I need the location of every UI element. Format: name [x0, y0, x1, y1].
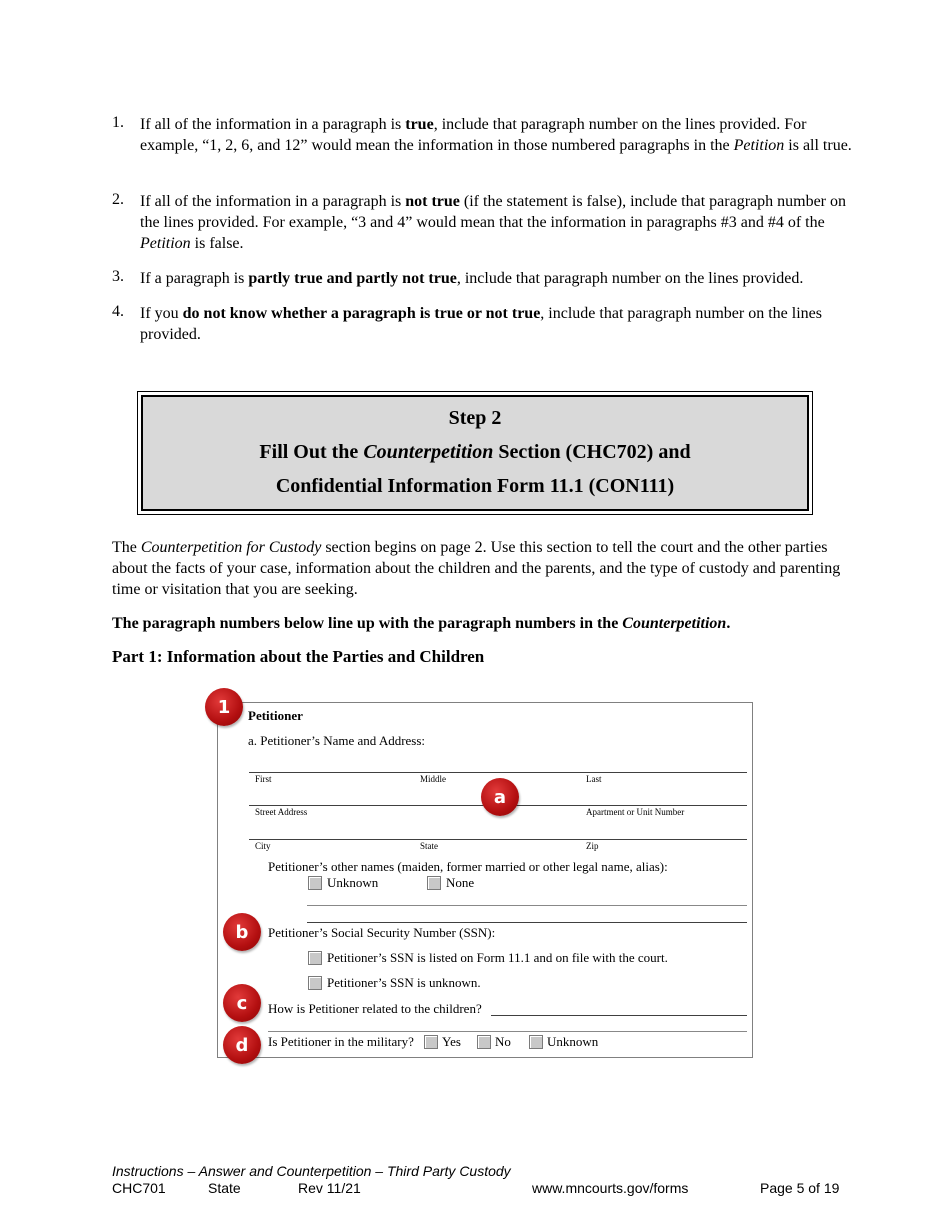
form-title: Petitioner — [248, 708, 303, 723]
footer-form-code: CHC701 — [112, 1180, 166, 1196]
middle-label: Middle — [420, 774, 446, 784]
callout-badge-1: 1 — [205, 688, 243, 726]
footer-state: State — [208, 1180, 241, 1196]
apt-label: Apartment or Unit Number — [586, 807, 685, 817]
zip-label: Zip — [586, 841, 599, 851]
street-label: Street Address — [255, 807, 308, 817]
military-yes-checkbox[interactable] — [424, 1035, 438, 1049]
instruction-1 — [140, 114, 862, 156]
item-a-label: a. Petitioner’s Name and Address: — [248, 733, 426, 748]
text-run: If all of the information in a paragraph is — [140, 116, 406, 133]
callout-badge-c: c — [223, 984, 261, 1022]
text-run: true — [405, 116, 434, 133]
footer-url: www.mncourts.gov/forms — [532, 1180, 689, 1196]
note-line: The paragraph numbers below line up with the paragraph numbers in the Counterpetition. — [112, 615, 731, 632]
text-run: is all true. — [784, 137, 852, 154]
military-unknown-label: Unknown — [547, 1034, 599, 1049]
intro-paragraph: The Counterpetition for Custody section begins on page 2. Use this section to tell the court and the other parties about the facts of your case, information about the children and the parents, and the type of custody and parenting time or visitation that you are seeking. — [112, 539, 841, 598]
none-checkbox[interactable] — [427, 876, 441, 890]
ssn-on-file-checkbox[interactable] — [308, 951, 322, 965]
military-no-checkbox[interactable] — [477, 1035, 491, 1049]
other-names-line-2 — [307, 922, 747, 923]
text-run: Petition — [733, 137, 785, 154]
step-box — [137, 391, 813, 515]
last-label: Last — [586, 774, 602, 784]
text-run: (if the statement is false), include that paragraph number on the lines provided. For example, “3 and 4” would mean that the information in paragraphs #3 and #4 of the — [140, 193, 846, 231]
form-excerpt — [217, 702, 753, 1058]
text-run: Petition — [140, 235, 191, 252]
list-number: 4. — [112, 303, 124, 320]
footer-title: Instructions – Answer and Counterpetition – Third Party Custody — [112, 1163, 511, 1179]
list-number: 3. — [112, 268, 124, 285]
state-label: State — [420, 841, 438, 851]
related-label: How is Petitioner related to the children? — [268, 1001, 482, 1016]
unknown-label: Unknown — [327, 875, 379, 890]
none-label: None — [446, 875, 475, 890]
step-subtitle: Fill Out the Counterpetition Section (CHC702) and — [259, 441, 691, 463]
instruction-3 — [140, 268, 862, 289]
text-run: If all of the information in a paragraph is — [140, 193, 406, 210]
text-run: do not know whether a paragraph is true or not true — [182, 305, 541, 322]
part-heading: Part 1: Information about the Parties and Children — [112, 647, 485, 666]
military-top-line — [268, 1031, 747, 1032]
step-title: Step 2 — [448, 407, 502, 429]
step-subtitle-2: Confidential Information Form 11.1 (CON111) — [275, 475, 675, 497]
unknown-checkbox[interactable] — [308, 876, 322, 890]
text-run: , include that paragraph number on the lines provided. — [456, 270, 804, 287]
callout-badge-b: b — [223, 913, 261, 951]
city-label: City — [255, 841, 271, 851]
military-yes-label: Yes — [442, 1034, 461, 1049]
city-line — [249, 839, 747, 840]
footer-revision: Rev 11/21 — [298, 1180, 361, 1196]
ssn-label: Petitioner’s Social Security Number (SSN): — [268, 925, 496, 940]
instruction-2 — [140, 191, 862, 254]
ssn-unknown-label: Petitioner’s SSN is unknown. — [327, 975, 481, 990]
text-run: , include that paragraph number on the lines provided. For example, “1, 2, 6, and 12” would mean the information in those numbered paragraphs in the — [140, 116, 807, 154]
text-run: is false. — [190, 235, 244, 252]
callout-badge-a: a — [481, 778, 519, 816]
text-run: not true — [405, 193, 460, 210]
text-run: , include that paragraph number on the lines provided. — [140, 305, 822, 343]
list-number: 1. — [112, 114, 124, 131]
related-line — [491, 1015, 747, 1016]
other-names-label: Petitioner’s other names (maiden, former married or other legal name, alias): — [268, 859, 668, 874]
military-no-label: No — [495, 1034, 511, 1049]
list-number: 2. — [112, 191, 124, 208]
text-run: If a paragraph is — [140, 270, 249, 287]
ssn-on-file-label: Petitioner’s SSN is listed on Form 11.1 and on file with the court. — [327, 950, 668, 965]
ssn-unknown-checkbox[interactable] — [308, 976, 322, 990]
military-unknown-checkbox[interactable] — [529, 1035, 543, 1049]
name-line — [249, 772, 747, 773]
first-label: First — [255, 774, 272, 784]
instruction-4 — [140, 303, 862, 345]
callout-badge-d: d — [223, 1026, 261, 1064]
military-label: Is Petitioner in the military? — [268, 1034, 414, 1049]
text-run: partly true and partly not true — [248, 270, 457, 287]
footer-page-number: Page 5 of 19 — [760, 1180, 840, 1196]
other-names-line-1 — [307, 905, 747, 906]
text-run: If you — [140, 305, 183, 322]
